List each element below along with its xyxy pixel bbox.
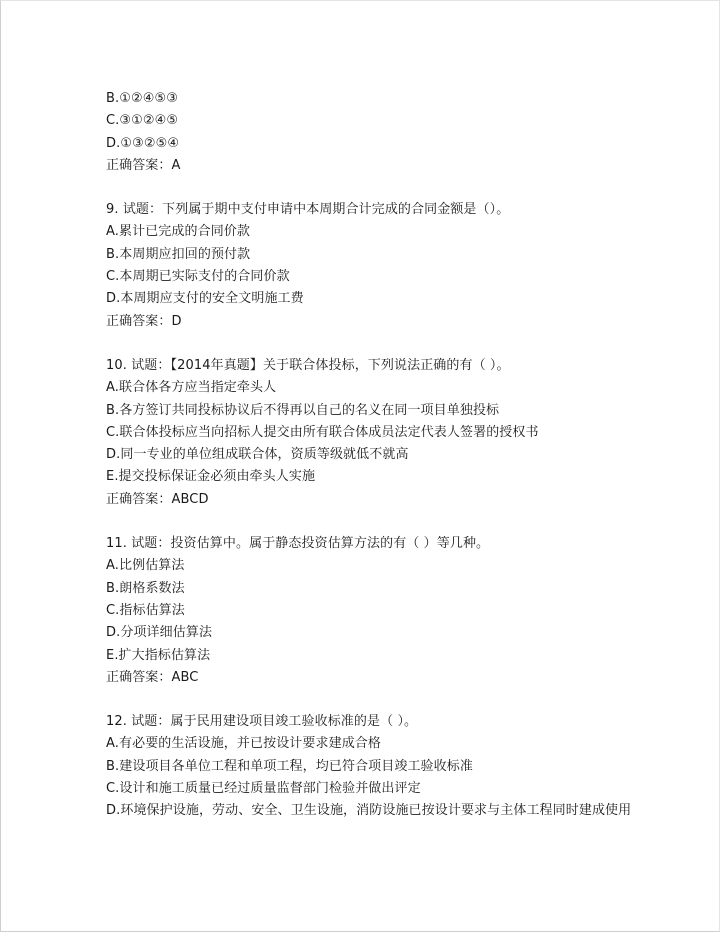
option-c: C.本周期已实际支付的合同价款 — [106, 269, 290, 285]
option-d: D.同一专业的单位组成联合体，资质等级就低不就高 — [106, 447, 409, 463]
question-list — [106, 88, 666, 823]
prev-question-tail — [106, 88, 666, 177]
answer-line: 正确答案：A — [106, 157, 181, 173]
option-d: D.①③②⑤④ — [106, 135, 180, 151]
spacer — [106, 689, 666, 711]
question-9 — [106, 199, 666, 333]
option-c: C.联合体投标应当向招标人提交由所有联合体成员法定代表人签署的授权书 — [106, 424, 539, 440]
option-a: A.联合体各方应当指定牵头人 — [106, 380, 277, 396]
option-d: D.分项详细估算法 — [106, 625, 213, 641]
question-12 — [106, 711, 666, 822]
option-b: B.建设项目各单位工程和单项工程，均已符合项目竣工验收标准 — [106, 758, 473, 774]
question-stem: 9. 试题：下列属于期中支付申请中本周期合计完成的合同金额是（）。 — [106, 202, 510, 218]
option-d: D.环境保护设施，劳动、安全、卫生设施，消防设施已按设计要求与主体工程同时建成使用 — [106, 803, 632, 819]
option-b: B.朗格系数法 — [106, 580, 185, 596]
spacer — [106, 177, 666, 199]
spacer — [106, 511, 666, 533]
option-c: C.③①②④⑤ — [106, 113, 179, 129]
question-stem: 11. 试题：投资估算中。属于静态投资估算方法的有（ ）等几种。 — [106, 536, 490, 552]
option-c: C.设计和施工质量已经过质量监督部门检验并做出评定 — [106, 781, 421, 797]
question-11 — [106, 533, 666, 689]
question-stem: 12. 试题：属于民用建设项目竣工验收标准的是（ ）。 — [106, 714, 418, 730]
option-b: B.各方签订共同投标协议后不得再以自己的名义在同一项目单独投标 — [106, 402, 500, 418]
answer-line: 正确答案：D — [106, 313, 182, 329]
option-a: A.累计已完成的合同价款 — [106, 224, 250, 240]
option-a: A.比例估算法 — [106, 558, 185, 574]
option-e: E.提交投标保证金必须由牵头人实施 — [106, 469, 316, 485]
option-b: B.本周期应扣回的预付款 — [106, 246, 251, 262]
question-10 — [106, 355, 666, 511]
answer-line: 正确答案：ABCD — [106, 491, 209, 507]
option-e: E.扩大指标估算法 — [106, 647, 211, 663]
option-b: B.①②④⑤③ — [106, 91, 179, 106]
answer-line: 正确答案：ABC — [106, 669, 199, 685]
spacer — [106, 333, 666, 355]
option-c: C.指标估算法 — [106, 602, 185, 618]
option-a: A.有必要的生活设施，并已按设计要求建成合格 — [106, 736, 381, 752]
option-d: D.本周期应支付的安全文明施工费 — [106, 291, 304, 307]
question-stem: 10. 试题：【2014年真题】关于联合体投标，下列说法正确的有（ ）。 — [106, 357, 510, 373]
